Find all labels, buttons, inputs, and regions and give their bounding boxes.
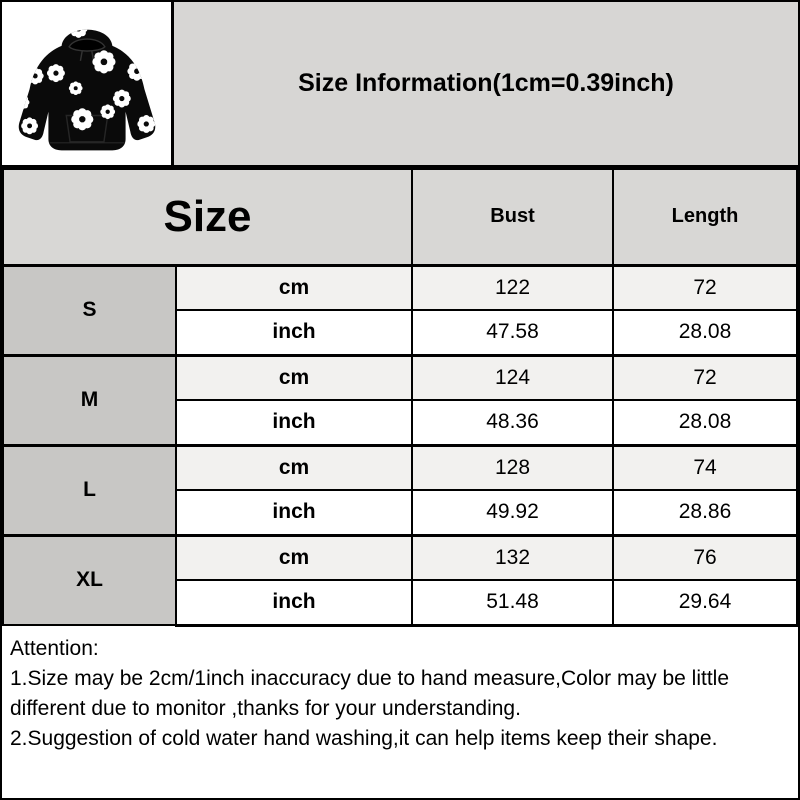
product-image-cell — [2, 2, 174, 165]
length-value: 72 — [613, 355, 797, 400]
unit-label-cm: cm — [176, 535, 412, 580]
header-bust: Bust — [412, 169, 613, 265]
banner-title: Size Information(1cm=0.39inch) — [298, 69, 674, 97]
attention-note-2: 2.Suggestion of cold water hand washing,it can help items keep their shape. — [10, 726, 718, 750]
bust-value: 124 — [412, 355, 613, 400]
attention-note-1: 1.Size may be 2cm/1inch inaccuracy due to hand measure,Color may be little — [10, 666, 730, 690]
size-label-s: S — [3, 265, 176, 355]
table-row-l-cm — [3, 445, 797, 490]
unit-label-inch: inch — [176, 400, 412, 445]
bust-value: 47.58 — [412, 310, 613, 355]
bust-value: 122 — [412, 265, 613, 310]
size-label-xl: XL — [3, 535, 176, 625]
length-value: 28.86 — [613, 490, 797, 535]
header-length: Length — [613, 169, 797, 265]
size-label-m: M — [3, 355, 176, 445]
table-row-s-cm — [3, 265, 797, 310]
unit-label-inch: inch — [176, 490, 412, 535]
bust-value: 132 — [412, 535, 613, 580]
size-label-l: L — [3, 445, 176, 535]
unit-label-cm: cm — [176, 445, 412, 490]
table-header-row — [3, 169, 797, 265]
hoodie-product-image-icon — [7, 8, 167, 159]
length-value: 29.64 — [613, 580, 797, 625]
attention-heading: Attention: — [10, 636, 99, 660]
unit-label-inch: inch — [176, 580, 412, 625]
bust-value: 48.36 — [412, 400, 613, 445]
top-section — [2, 2, 798, 168]
unit-label-cm: cm — [176, 265, 412, 310]
attention-section — [2, 627, 798, 799]
attention-note-1-cont: different due to monitor ,thanks for your understanding. — [10, 696, 521, 720]
bust-value: 51.48 — [412, 580, 613, 625]
size-table — [2, 168, 798, 627]
unit-label-inch: inch — [176, 310, 412, 355]
header-size: Size — [3, 169, 412, 265]
bust-value: 128 — [412, 445, 613, 490]
title-banner — [174, 2, 798, 165]
bust-value: 49.92 — [412, 490, 613, 535]
length-value: 28.08 — [613, 400, 797, 445]
length-value: 72 — [613, 265, 797, 310]
table-row-xl-cm — [3, 535, 797, 580]
length-value: 74 — [613, 445, 797, 490]
length-value: 76 — [613, 535, 797, 580]
table-row-m-cm — [3, 355, 797, 400]
length-value: 28.08 — [613, 310, 797, 355]
unit-label-cm: cm — [176, 355, 412, 400]
